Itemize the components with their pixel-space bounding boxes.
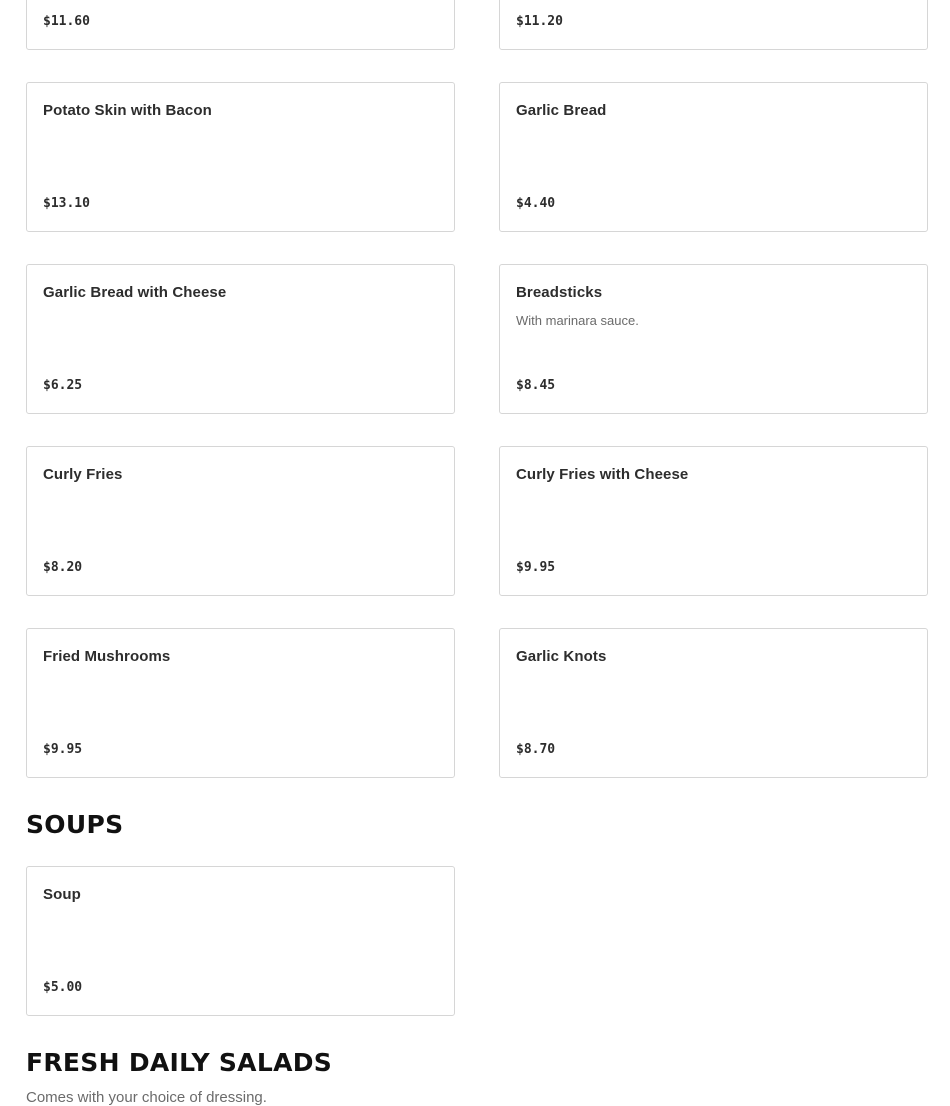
- item-name: Soup: [43, 886, 81, 903]
- item-price: $8.70: [516, 742, 556, 757]
- item-name: Curly Fries: [43, 466, 123, 483]
- section-subtitle-salads: Comes with your choice of dressing.: [26, 1089, 267, 1106]
- item-price: $13.10: [43, 196, 90, 211]
- item-name: Fried Mushrooms: [43, 648, 171, 665]
- item-price: $9.95: [516, 560, 556, 575]
- menu-item-card[interactable]: [26, 628, 455, 778]
- item-name: Garlic Bread: [516, 102, 607, 119]
- menu-item-card[interactable]: [26, 82, 455, 232]
- menu-item-card[interactable]: [26, 264, 455, 414]
- item-name: Curly Fries with Cheese: [516, 466, 689, 483]
- section-heading-salads: FRESH DAILY SALADS: [26, 1048, 333, 1077]
- menu-item-card[interactable]: [499, 446, 928, 596]
- menu-item-card[interactable]: [499, 264, 928, 414]
- section-heading-soups: SOUPS: [26, 810, 124, 839]
- item-price: $8.20: [43, 560, 83, 575]
- item-price: $4.40: [516, 196, 556, 211]
- item-description: With marinara sauce.: [516, 313, 639, 328]
- item-price: $9.95: [43, 742, 83, 757]
- item-price: $8.45: [516, 378, 556, 393]
- item-name: Potato Skin with Bacon: [43, 102, 212, 119]
- item-name: Breadsticks: [516, 284, 603, 301]
- item-price: $11.20: [516, 14, 563, 29]
- item-price: $11.60: [43, 14, 90, 29]
- menu-item-card[interactable]: [26, 446, 455, 596]
- item-price: $6.25: [43, 378, 83, 393]
- menu-item-card[interactable]: [26, 866, 455, 1016]
- menu-item-card[interactable]: [499, 628, 928, 778]
- menu-item-card[interactable]: [26, 0, 455, 50]
- menu-item-card[interactable]: [499, 0, 928, 50]
- menu-item-card[interactable]: [499, 82, 928, 232]
- item-name: Garlic Bread with Cheese: [43, 284, 227, 301]
- item-price: $5.00: [43, 980, 83, 995]
- item-name: Garlic Knots: [516, 648, 607, 665]
